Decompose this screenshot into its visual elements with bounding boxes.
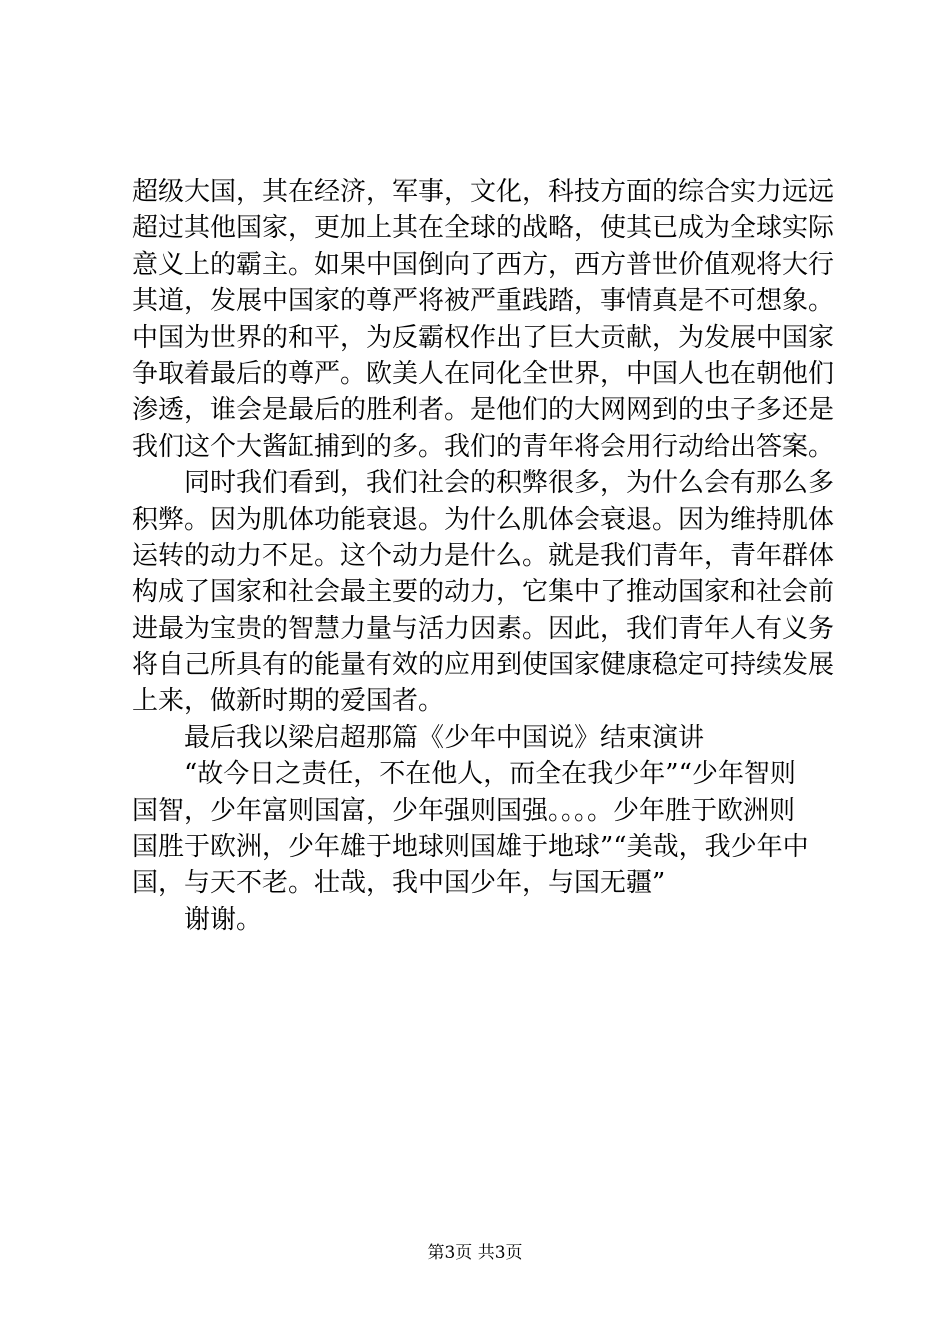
text-line: 上来，做新时期的爱国者。 [132,686,445,717]
document-body [132,174,835,938]
quote-line: 国智，少年富则国富，少年强则国强。。。。少年胜于欧洲则 [132,795,796,826]
text-line: 进最为宝贵的智慧力量与活力因素。因此，我们青年人有义务 [132,613,835,644]
text-line: 超级大国，其在经济，军事，文化，科技方面的综合实力远远 [132,177,835,207]
text-line: 我们这个大酱缸捕到的多。我们的青年将会用行动给出答案。 [132,431,835,462]
paragraph-start-line: 同时我们看到，我们社会的积弊很多，为什么会有那么多 [184,468,835,499]
text-line: 渗透，谁会是最后的胜利者。是他们的大网网到的虫子多还是 [132,395,835,426]
quote-line: 国胜于欧洲，少年雄于地球则国雄于地球”“美哉，我少年中 [132,832,809,863]
text-line: 构成了国家和社会最主要的动力，它集中了推动国家和社会前 [132,577,835,608]
page-number-footer: 第3页 共3页 [427,1243,523,1263]
quote-line: 国，与天不老。壮哉，我中国少年，与国无疆” [132,868,666,899]
text-line: 中国为世界的和平，为反霸权作出了巨大贡献，为发展中国家 [132,322,835,353]
text-line: 运转的动力不足。这个动力是什么。就是我们青年，青年群体 [132,540,835,571]
text-line: 超过其他国家，更加上其在全球的战略，使其已成为全球实际 [132,213,835,244]
text-line: 积弊。因为肌体功能衰退。为什么肌体会衰退。因为维持肌体 [132,504,835,535]
text-line: 争取着最后的尊严。欧美人在同化全世界，中国人也在朝他们 [132,358,835,389]
quote-start-line: “故今日之责任，不在他人，而全在我少年”“少年智则 [184,759,796,790]
text-line: 其道，发展中国家的尊严将被严重践踏，事情真是不可想象。 [132,286,835,317]
text-line: 意义上的霸主。如果中国倒向了西方，西方普世价值观将大行 [132,249,835,280]
paragraph-start-line: 最后我以梁启超那篇《少年中国说》结束演讲 [184,722,705,753]
closing-line: 谢谢。 [184,904,263,935]
text-line: 将自己所具有的能量有效的应用到使国家健康稳定可持续发展 [132,650,835,681]
